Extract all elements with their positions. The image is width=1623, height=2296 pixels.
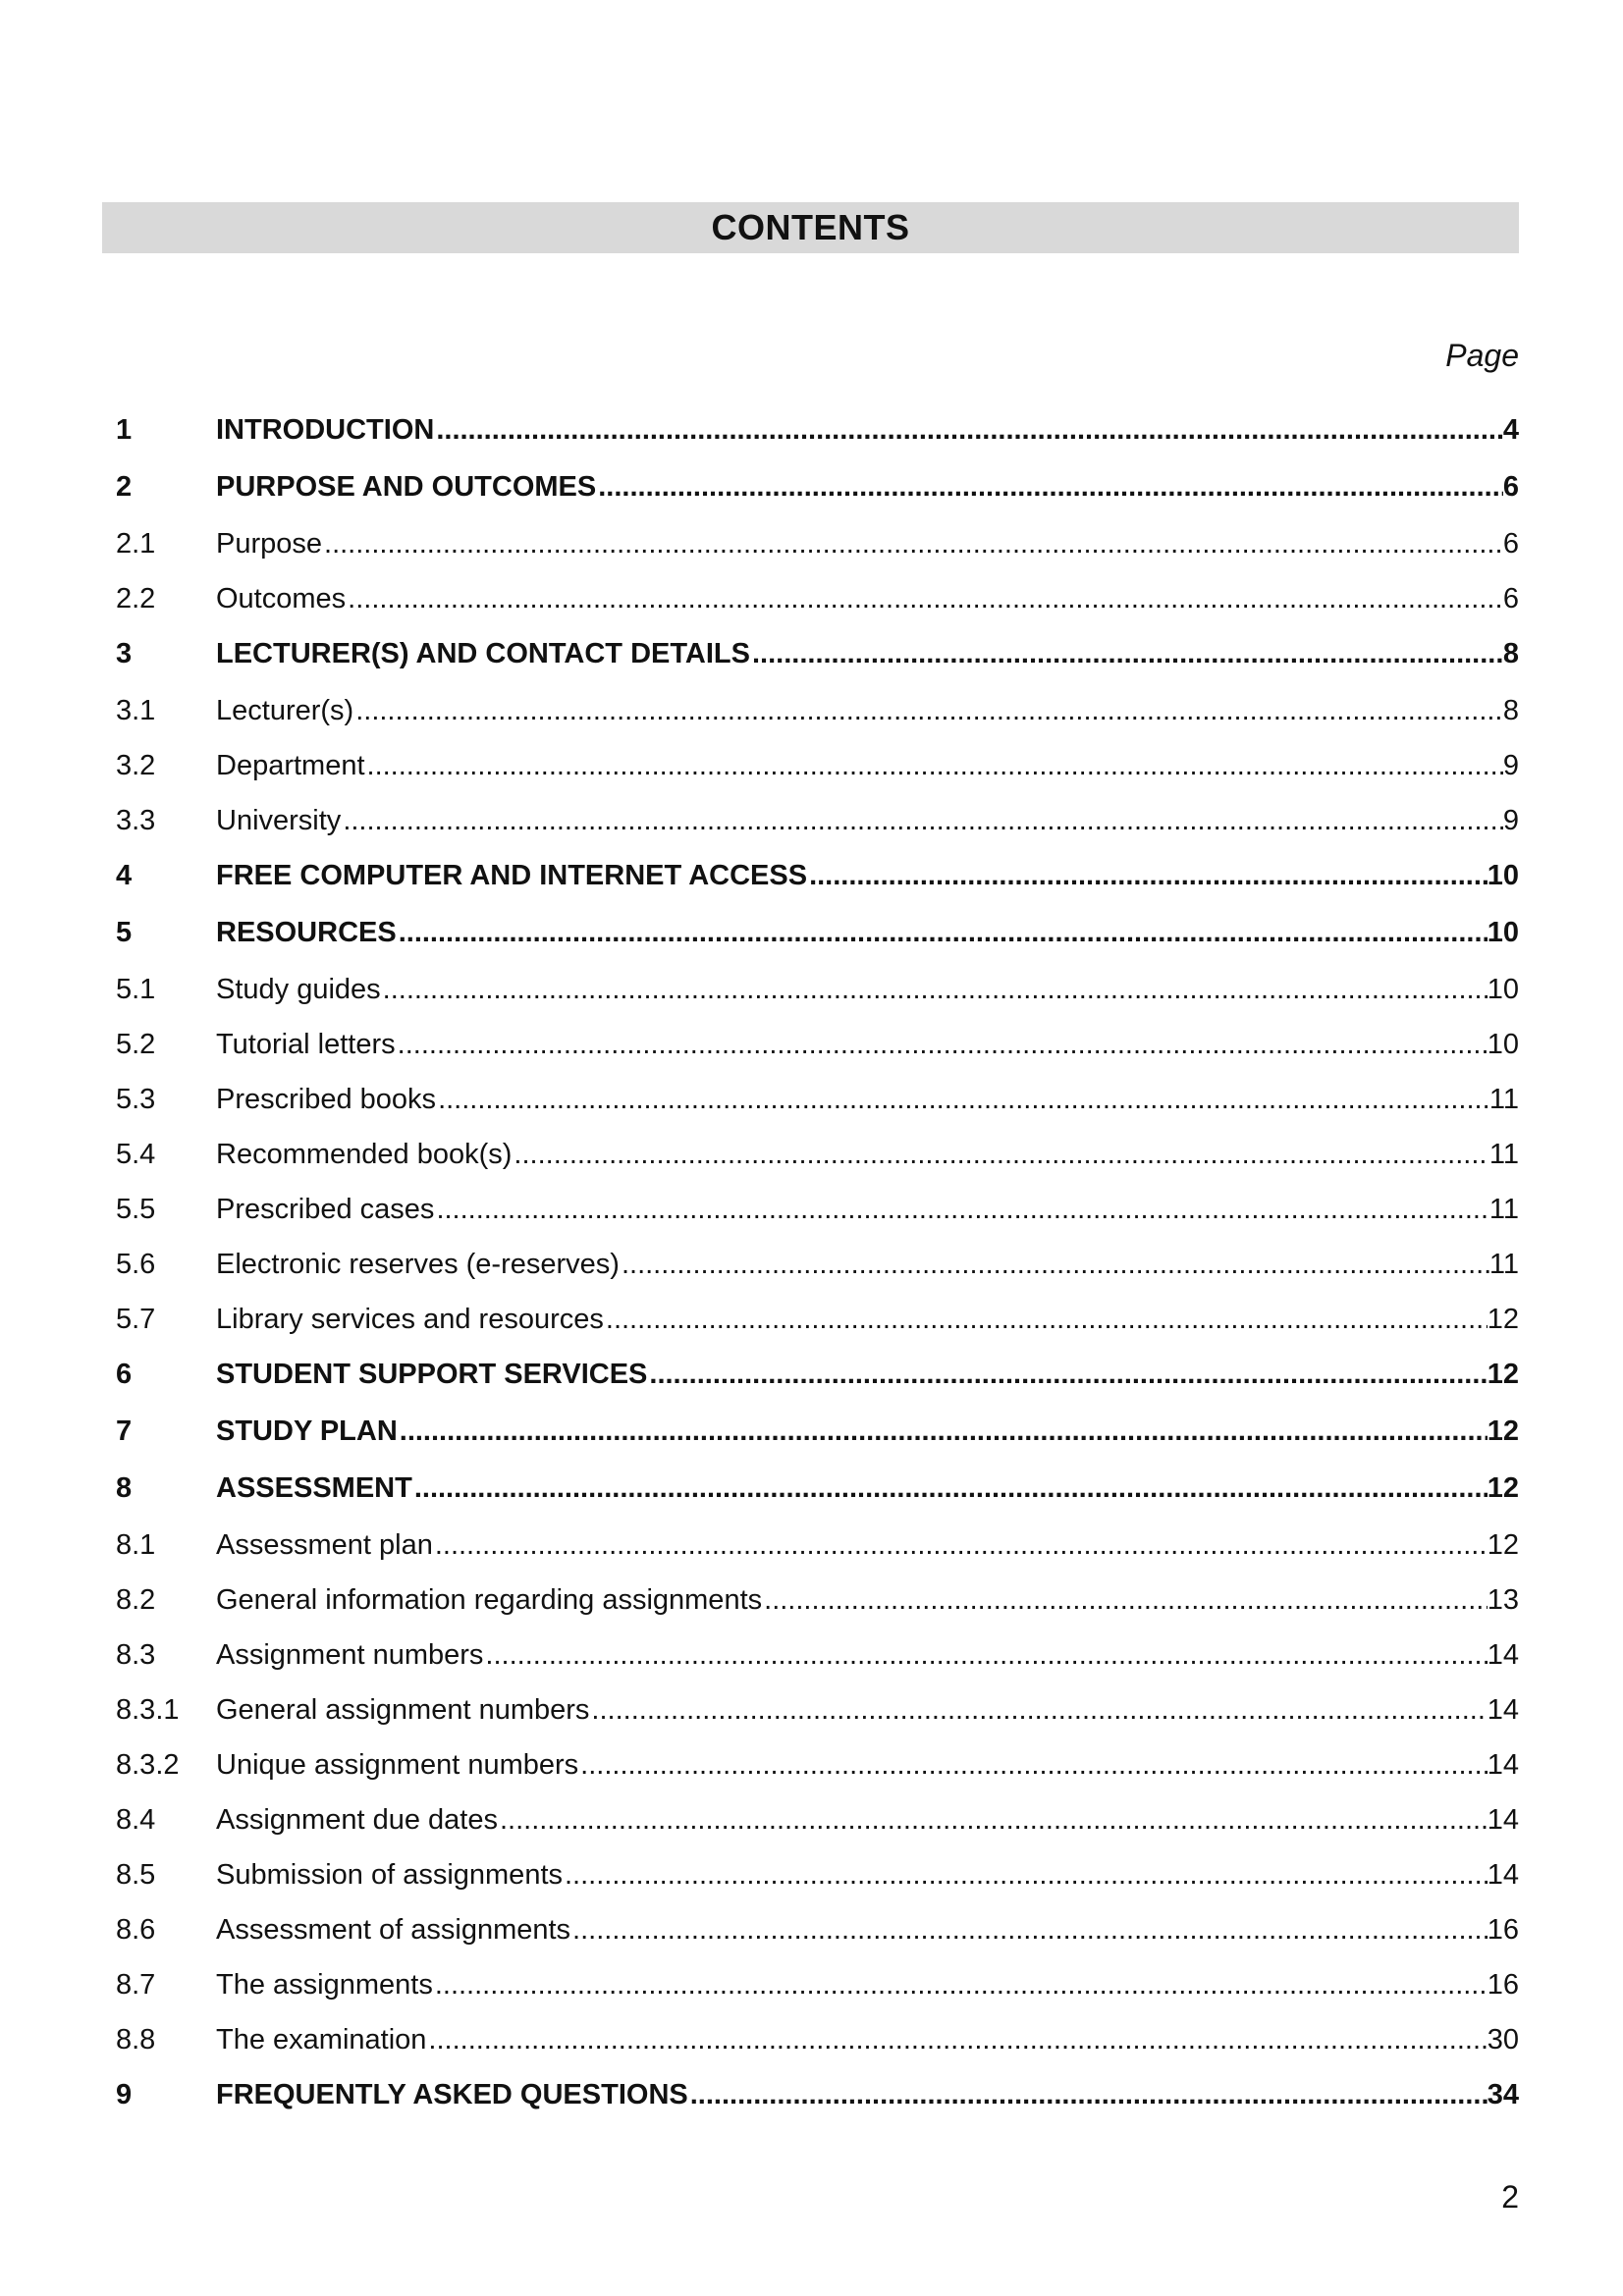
toc-entry-title: Prescribed cases: [216, 1194, 435, 1225]
toc-entry-number: 7: [116, 1415, 133, 1447]
toc-entry-page: 16: [1487, 1969, 1519, 2001]
toc-dot-leader: [589, 1694, 1487, 1727]
toc-entry-number: 8.4: [116, 1804, 156, 1836]
toc-entry-page: 34: [1487, 2079, 1519, 2110]
toc-entry-page: 12: [1487, 1529, 1519, 1561]
toc-entry-title: FREQUENTLY ASKED QUESTIONS: [216, 2079, 688, 2110]
toc-entry-page: 12: [1487, 1472, 1519, 1504]
toc-entry[interactable]: [116, 1029, 1519, 1084]
toc-entry-title: Lecturer(s): [216, 695, 354, 726]
toc-entry-number: 5.5: [116, 1194, 156, 1225]
toc-entry[interactable]: [116, 1694, 1519, 1749]
toc-entry-page: 30: [1487, 2024, 1519, 2056]
toc-entry[interactable]: [116, 1359, 1519, 1415]
toc-entry-title: The assignments: [216, 1969, 433, 2001]
toc-entry-title: Tutorial letters: [216, 1029, 396, 1060]
toc-entry-title: FREE COMPUTER AND INTERNET ACCESS: [216, 860, 808, 891]
toc-entry-title: Submission of assignments: [216, 1859, 563, 1891]
toc-dot-leader: [570, 1914, 1488, 1947]
toc-entry-page: 12: [1487, 1415, 1519, 1447]
toc-entry-number: 5.2: [116, 1029, 156, 1060]
toc-entry[interactable]: [116, 1804, 1519, 1859]
toc-entry-number: 1: [116, 414, 133, 446]
toc-entry[interactable]: [116, 917, 1519, 974]
toc-entry-number: 2.2: [116, 583, 156, 614]
toc-entry-page: 14: [1487, 1694, 1519, 1726]
toc-entry-title: Outcomes: [216, 583, 347, 614]
toc-entry-page: 9: [1502, 805, 1519, 836]
toc-entry-title: LECTURER(S) AND CONTACT DETAILS: [216, 638, 750, 669]
toc-entry-page: 14: [1487, 1639, 1519, 1671]
toc-entry-number: 8.2: [116, 1584, 156, 1616]
toc-entry[interactable]: [116, 1139, 1519, 1194]
toc-entry-title: Assignment due dates: [216, 1804, 498, 1836]
toc-entry-title: INTRODUCTION: [216, 414, 435, 446]
toc-entry[interactable]: [116, 860, 1519, 917]
toc-entry-page: 6: [1502, 583, 1519, 614]
toc-entry-number: 8.3: [116, 1639, 156, 1671]
toc-entry[interactable]: [116, 1859, 1519, 1914]
toc-entry-number: 5.3: [116, 1084, 156, 1115]
toc-entry-number: 8.7: [116, 1969, 156, 2001]
toc-dot-leader: [647, 1359, 1487, 1391]
toc-entry-number: 5.6: [116, 1249, 156, 1280]
toc-entry-number: 8.5: [116, 1859, 156, 1891]
toc-entry-number: 3.2: [116, 750, 156, 781]
toc-dot-leader: [434, 414, 1503, 447]
toc-entry[interactable]: [116, 1472, 1519, 1529]
toc-entry[interactable]: [116, 1529, 1519, 1584]
toc-entry-page: 11: [1488, 1194, 1519, 1225]
toc-entry-title: ASSESSMENT: [216, 1472, 412, 1504]
toc-entry[interactable]: [116, 471, 1519, 528]
toc-entry-title: Recommended book(s): [216, 1139, 513, 1170]
toc-dot-leader: [512, 1139, 1488, 1171]
toc-entry-title: General information regarding assignments: [216, 1584, 763, 1616]
toc-entry-page: 10: [1487, 917, 1519, 948]
toc-dot-leader: [322, 528, 1503, 561]
toc-entry-number: 8.1: [116, 1529, 156, 1561]
toc-entry-title: Library services and resources: [216, 1304, 604, 1335]
toc-dot-leader: [433, 1529, 1488, 1562]
toc-entry-number: 5.7: [116, 1304, 156, 1335]
toc-entry-page: 14: [1487, 1804, 1519, 1836]
toc-entry-title: Assignment numbers: [216, 1639, 484, 1671]
toc-entry-title: Unique assignment numbers: [216, 1749, 579, 1781]
toc-dot-leader: [397, 917, 1488, 949]
toc-entry-title: Prescribed books: [216, 1084, 437, 1115]
toc-entry[interactable]: [116, 1084, 1519, 1139]
toc-dot-leader: [353, 695, 1503, 727]
toc-entry-page: 8: [1502, 638, 1519, 669]
toc-entry-number: 8.8: [116, 2024, 156, 2056]
toc-entry-number: 5.4: [116, 1139, 156, 1170]
toc-entry-number: 8.6: [116, 1914, 156, 1946]
toc-dot-leader: [620, 1249, 1489, 1281]
toc-entry-title: STUDY PLAN: [216, 1415, 398, 1447]
toc-dot-leader: [578, 1749, 1488, 1782]
toc-entry-page: 4: [1502, 414, 1519, 446]
toc-dot-leader: [750, 638, 1503, 670]
toc-entry[interactable]: [116, 1415, 1519, 1472]
table-of-contents: [116, 414, 1519, 2136]
page-column-label: Page: [1445, 338, 1519, 373]
toc-dot-leader: [604, 1304, 1488, 1336]
toc-entry-page: 6: [1502, 471, 1519, 503]
page-number: 2: [1501, 2179, 1519, 2215]
toc-entry[interactable]: [116, 414, 1519, 471]
toc-entry[interactable]: [116, 1249, 1519, 1304]
toc-entry-page: 11: [1488, 1084, 1519, 1115]
toc-entry[interactable]: [116, 2079, 1519, 2136]
page-title: CONTENTS: [711, 207, 910, 247]
toc-entry-page: 6: [1502, 528, 1519, 560]
toc-entry-title: Assessment plan: [216, 1529, 433, 1561]
toc-entry-number: 6: [116, 1359, 133, 1390]
toc-entry[interactable]: [116, 1304, 1519, 1359]
toc-entry-number: 2.1: [116, 528, 156, 560]
toc-entry-number: 3.3: [116, 805, 156, 836]
toc-entry-page: 11: [1488, 1139, 1519, 1170]
toc-entry-title: University: [216, 805, 342, 836]
toc-dot-leader: [688, 2079, 1488, 2111]
toc-dot-leader: [762, 1584, 1488, 1617]
toc-entry-page: 9: [1502, 750, 1519, 781]
toc-entry-page: 12: [1487, 1304, 1519, 1335]
toc-dot-leader: [807, 860, 1488, 892]
toc-entry-page: 8: [1502, 695, 1519, 726]
toc-entry[interactable]: [116, 974, 1519, 1029]
toc-dot-leader: [398, 1415, 1488, 1448]
toc-entry[interactable]: [116, 1969, 1519, 2024]
toc-entry-title: General assignment numbers: [216, 1694, 590, 1726]
contents-title-bar: [102, 202, 1519, 253]
toc-dot-leader: [596, 471, 1503, 504]
toc-entry-page: 11: [1488, 1249, 1519, 1280]
toc-entry[interactable]: [116, 1749, 1519, 1804]
toc-entry[interactable]: [116, 750, 1519, 805]
toc-entry-number: 9: [116, 2079, 133, 2110]
toc-entry[interactable]: [116, 638, 1519, 695]
toc-entry-title: Department: [216, 750, 365, 781]
toc-entry[interactable]: [116, 583, 1519, 638]
toc-dot-leader: [426, 2024, 1487, 2056]
toc-entry[interactable]: [116, 1584, 1519, 1639]
toc-entry[interactable]: [116, 805, 1519, 860]
toc-dot-leader: [483, 1639, 1487, 1672]
toc-entry-page: 12: [1487, 1359, 1519, 1390]
toc-entry-number: 4: [116, 860, 133, 891]
toc-entry-number: 5: [116, 917, 133, 948]
toc-entry[interactable]: [116, 1194, 1519, 1249]
toc-entry-page: 10: [1487, 860, 1519, 891]
toc-dot-leader: [346, 583, 1503, 615]
toc-entry-page: 14: [1487, 1749, 1519, 1781]
toc-entry-page: 13: [1487, 1584, 1519, 1616]
toc-dot-leader: [563, 1859, 1488, 1892]
toc-entry-page: 14: [1487, 1859, 1519, 1891]
toc-dot-leader: [341, 805, 1503, 837]
toc-entry-number: 3.1: [116, 695, 156, 726]
toc-dot-leader: [396, 1029, 1488, 1061]
toc-entry-title: The examination: [216, 2024, 427, 2056]
toc-dot-leader: [412, 1472, 1488, 1505]
toc-entry-page: 10: [1487, 974, 1519, 1005]
toc-entry-number: 8.3.2: [116, 1749, 180, 1781]
toc-dot-leader: [365, 750, 1503, 782]
toc-entry-number: 2: [116, 471, 133, 503]
toc-dot-leader: [498, 1804, 1488, 1837]
toc-entry[interactable]: [116, 695, 1519, 750]
toc-entry-page: 16: [1487, 1914, 1519, 1946]
toc-entry[interactable]: [116, 528, 1519, 583]
toc-entry-number: 3: [116, 638, 133, 669]
toc-entry-title: PURPOSE AND OUTCOMES: [216, 471, 597, 503]
toc-entry-number: 5.1: [116, 974, 156, 1005]
toc-entry-number: 8: [116, 1472, 133, 1504]
toc-entry-title: Assessment of assignments: [216, 1914, 571, 1946]
toc-dot-leader: [434, 1194, 1488, 1226]
toc-entry[interactable]: [116, 2024, 1519, 2079]
toc-entry[interactable]: [116, 1914, 1519, 1969]
toc-entry-number: 8.3.1: [116, 1694, 180, 1726]
toc-dot-leader: [433, 1969, 1488, 2002]
toc-entry-title: RESOURCES: [216, 917, 397, 948]
toc-entry[interactable]: [116, 1639, 1519, 1694]
toc-entry-title: Study guides: [216, 974, 381, 1005]
toc-dot-leader: [381, 974, 1488, 1006]
toc-entry-title: STUDENT SUPPORT SERVICES: [216, 1359, 648, 1390]
toc-entry-page: 10: [1487, 1029, 1519, 1060]
toc-entry-title: Electronic reserves (e-reserves): [216, 1249, 620, 1280]
toc-entry-title: Purpose: [216, 528, 323, 560]
toc-dot-leader: [436, 1084, 1489, 1116]
